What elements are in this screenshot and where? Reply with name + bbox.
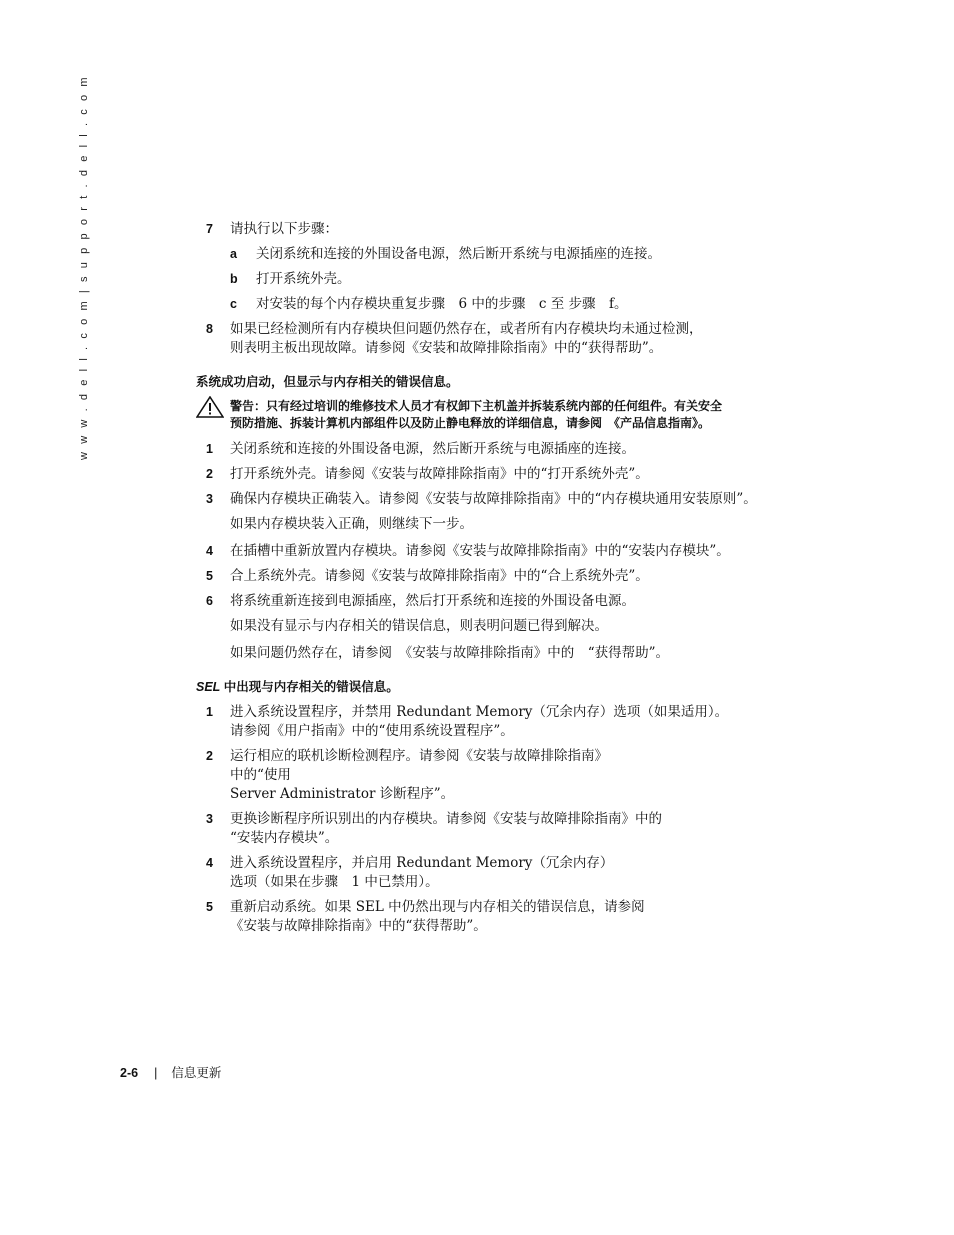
step-8 (196, 320, 816, 358)
step-text-line: 中的“使用 (230, 767, 291, 783)
step-text-line: “安装内存模块”。 (230, 830, 339, 846)
heading-rest: 中出现与内存相关的错误信息。 (220, 680, 399, 694)
step-number: 1 (206, 442, 213, 456)
step-text: 关闭系统和连接的外围设备电源，然后断开系统与电源插座的连接。 (230, 441, 635, 457)
sel-label: SEL (196, 680, 221, 694)
step-number: 7 (206, 222, 213, 236)
s1-step-6 (196, 592, 816, 611)
step-number: 5 (206, 569, 213, 583)
substep-a (196, 245, 816, 264)
section-heading-sel (196, 677, 816, 695)
footer-title: 信息更新 (171, 1066, 222, 1080)
step-number: 2 (206, 467, 213, 481)
section-heading-memory-error: 系统成功启动，但显示与内存相关的错误信息。 (196, 375, 459, 389)
step-7 (196, 220, 816, 239)
substep-letter: c (230, 297, 237, 311)
substep-b (196, 270, 816, 289)
substep-text: 对安装的每个内存模块重复步骤 6 中的步骤 c 至 步骤 f。 (256, 296, 628, 312)
warning-text-line: 警告：只有经过培训的维修技术人员才有权卸下主机盖并拆装系统内部的任何组件。有关安全 (230, 399, 723, 413)
s1-step-1 (196, 440, 816, 459)
s1-step-5 (196, 567, 816, 586)
step-text-line: 更换诊断程序所识别出的内存模块。请参阅《安装与故障排除指南》中的 (230, 811, 662, 827)
step-text-line: 请参阅《用户指南》中的“使用系统设置程序”。 (230, 723, 514, 739)
s2-step-4 (196, 854, 816, 892)
step-number: 3 (206, 492, 213, 506)
s2-step-2 (196, 747, 816, 804)
step-number: 4 (206, 856, 213, 870)
step-number: 6 (206, 594, 213, 608)
warning-notice (196, 398, 816, 432)
step-text-line: 如果已经检测所有内存模块但问题仍然存在，或者所有内存模块均未通过检测， (230, 321, 703, 337)
page-number: 2-6 (120, 1066, 139, 1080)
step-text-line: 进入系统设置程序，并禁用 Redundant Memory（冗余内存）选项（如果适用）。 (230, 704, 729, 720)
step-text: 在插槽中重新放置内存模块。请参阅《安装与故障排除指南》中的“安装内存模块”。 (230, 543, 730, 559)
note-after-step-6b: 如果问题仍然存在，请参阅 《安装与故障排除指南》中的 “获得帮助”。 (230, 645, 670, 661)
step-text: 确保内存模块正确装入。请参阅《安装与故障排除指南》中的“内存模块通用安装原则”。 (230, 491, 757, 507)
step-text: 合上系统外壳。请参阅《安装与故障排除指南》中的“合上系统外壳”。 (230, 568, 649, 584)
s1-step-4 (196, 542, 816, 561)
main-content (196, 220, 816, 942)
substep-text: 关闭系统和连接的外围设备电源，然后断开系统与电源插座的连接。 (256, 246, 661, 262)
warning-triangle-icon (196, 396, 224, 418)
step-text-line: 则表明主板出现故障。请参阅《安装和故障排除指南》中的“获得帮助”。 (230, 340, 663, 356)
step-text-line: Server Administrator 诊断程序”。 (230, 786, 455, 802)
page-footer (120, 1063, 221, 1081)
s2-step-1 (196, 703, 816, 741)
step-text-line: 运行相应的联机诊断检测程序。请参阅《安装与故障排除指南》 (230, 748, 608, 764)
substep-c (196, 295, 816, 314)
step-number: 5 (206, 900, 213, 914)
step-text-line: 进入系统设置程序，并启用 Redundant Memory（冗余内存） (230, 855, 614, 871)
step-number: 8 (206, 322, 213, 336)
s1-step-2 (196, 465, 816, 484)
warning-text-line: 预防措施、拆装计算机内部组件以及防止静电释放的详细信息，请参阅 《产品信息指南》。 (230, 416, 711, 430)
step-text-line: 选项（如果在步骤 1 中已禁用）。 (230, 874, 439, 890)
s2-step-5 (196, 898, 816, 936)
side-url: w w w . d e l l . c o m | s u p p o r t . d e l l . c o m (78, 74, 90, 460)
step-text: 将系统重新连接到电源插座，然后打开系统和连接的外围设备电源。 (230, 593, 635, 609)
step-text-line: 重新启动系统。如果 SEL 中仍然出现与内存相关的错误信息，请参阅 (230, 899, 645, 915)
s1-step-3 (196, 490, 816, 509)
step-number: 2 (206, 749, 213, 763)
step-number: 4 (206, 544, 213, 558)
step-text: 打开系统外壳。请参阅《安装与故障排除指南》中的“打开系统外壳”。 (230, 466, 649, 482)
note-after-step-6a: 如果没有显示与内存相关的错误信息，则表明问题已得到解决。 (230, 618, 608, 634)
step-text: 请执行以下步骤： (230, 221, 338, 237)
substep-letter: a (230, 247, 237, 261)
note-after-step-3: 如果内存模块装入正确，则继续下一步。 (230, 516, 473, 532)
s2-step-3 (196, 810, 816, 848)
substep-text: 打开系统外壳。 (256, 271, 351, 287)
step-text-line: 《安装与故障排除指南》中的“获得帮助”。 (230, 918, 487, 934)
footer-separator: | (154, 1066, 158, 1080)
step-number: 3 (206, 812, 213, 826)
substep-letter: b (230, 272, 238, 286)
step-number: 1 (206, 705, 213, 719)
